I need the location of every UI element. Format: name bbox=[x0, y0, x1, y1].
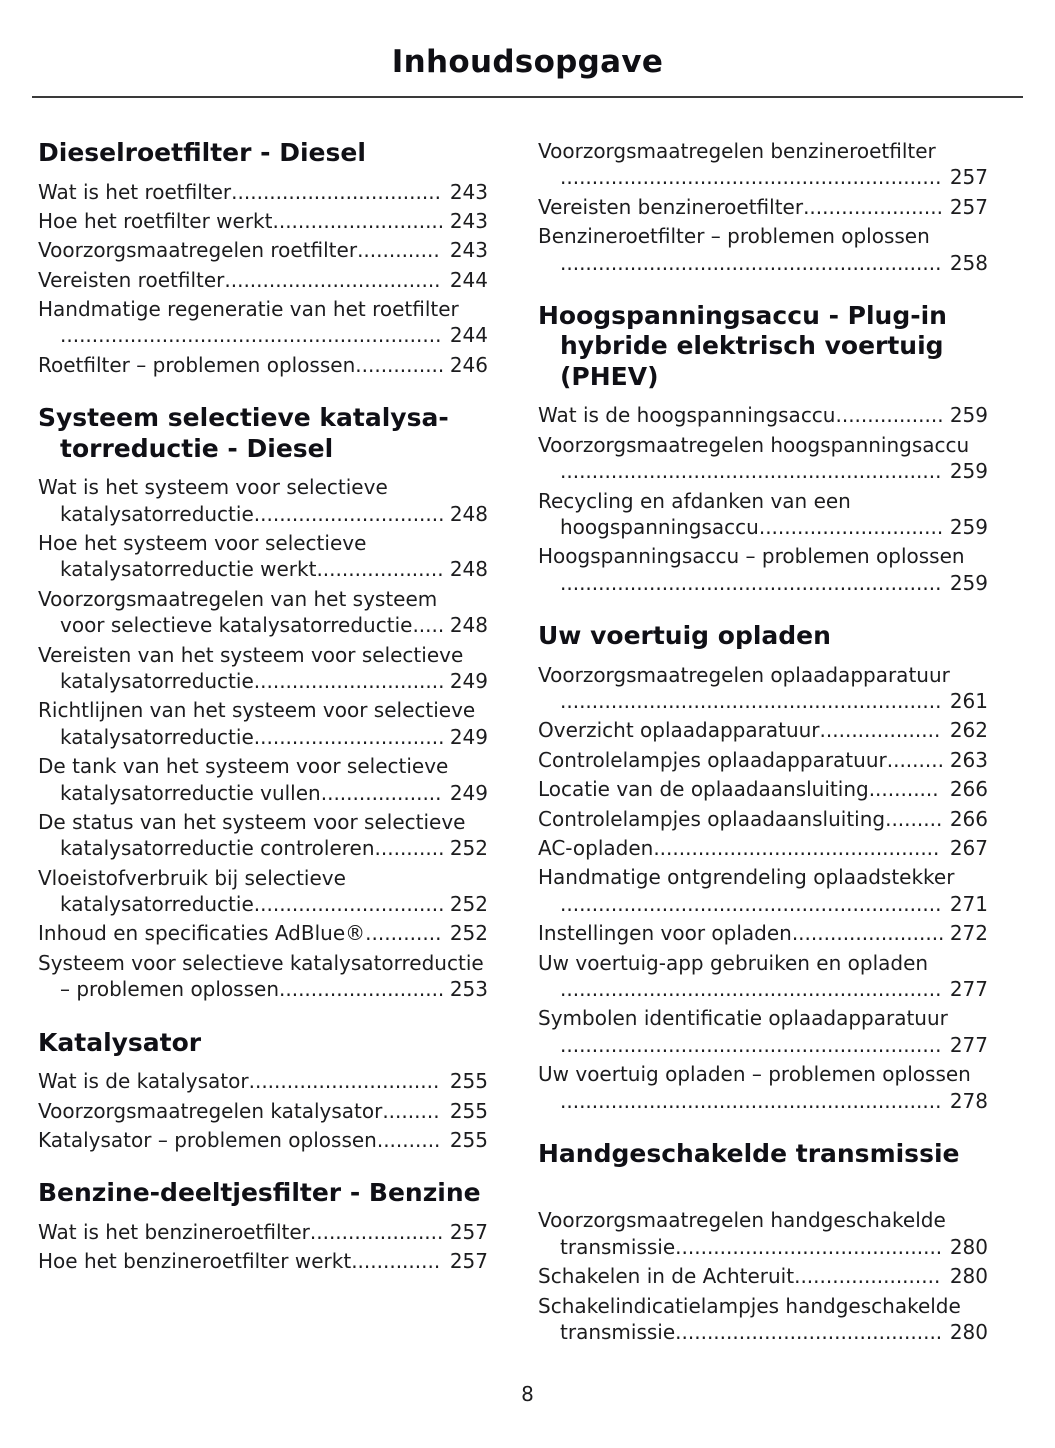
toc-entry-label: Symbolen identificatie oplaadapparatuur bbox=[538, 1006, 948, 1031]
toc-entry bbox=[38, 586, 488, 639]
page-header bbox=[0, 0, 1055, 80]
toc-entry-page: 277 bbox=[947, 1032, 988, 1058]
leader-dots: ............................. bbox=[758, 515, 944, 540]
toc-entry-page: 266 bbox=[947, 806, 988, 832]
toc-entry-label: Vloeistofverbruik bij selectieve katalysatorreductie bbox=[38, 865, 346, 917]
toc-entry-page: 280 bbox=[947, 1234, 988, 1260]
toc-entry-label: Wat is het systeem voor selectieve katalysatorreductie bbox=[38, 475, 388, 526]
toc-entry bbox=[38, 950, 488, 1003]
toc-entry-page: 280 bbox=[947, 1319, 988, 1345]
toc-entry bbox=[38, 474, 488, 527]
toc-entry bbox=[538, 223, 988, 276]
leader-dots: ......... bbox=[886, 747, 944, 772]
toc-entry bbox=[38, 1098, 488, 1124]
leader-dots: .................................. bbox=[224, 267, 441, 292]
leader-dots: ............................................................ bbox=[560, 976, 942, 1001]
toc-entry-label: Voorzorgsmaatregelen benzineroetfilter bbox=[538, 139, 936, 163]
toc-entry-label: Hoe het systeem voor selectieve katalysatorreductie werkt bbox=[38, 531, 367, 582]
leader-dots: .......... bbox=[376, 1127, 441, 1152]
toc-entry-page: 246 bbox=[447, 352, 488, 378]
toc-entry bbox=[38, 267, 488, 293]
toc-entry-label: Wat is de katalysator bbox=[38, 1069, 249, 1094]
toc-entry-page: 248 bbox=[447, 612, 488, 638]
toc-entry bbox=[38, 1127, 488, 1153]
toc-entry-label: De status van het systeem voor selectieve katalysatorreductie controleren bbox=[38, 809, 466, 861]
toc-entry-label: Handmatige regeneratie van het roetfilter bbox=[38, 297, 459, 322]
leader-dots: ............................................................ bbox=[560, 570, 942, 595]
section-heading: Katalysator bbox=[38, 1027, 202, 1057]
toc-entry bbox=[38, 237, 488, 263]
leader-dots: .......................................... bbox=[675, 1234, 943, 1259]
toc-entry-label: Katalysator – problemen oplossen bbox=[38, 1127, 377, 1152]
toc-entry bbox=[538, 950, 988, 1003]
toc-entry-page: 263 bbox=[947, 747, 988, 773]
toc-entry bbox=[538, 1061, 988, 1114]
toc-entry-page: 243 bbox=[447, 237, 488, 263]
toc-entry-page: 278 bbox=[947, 1088, 988, 1114]
leader-dots: ................... bbox=[819, 718, 941, 743]
toc-entry-page: 257 bbox=[447, 1248, 488, 1274]
toc-entry-page: 255 bbox=[447, 1098, 488, 1124]
toc-entry bbox=[38, 530, 488, 583]
toc-entry bbox=[38, 1068, 488, 1094]
toc-entry-label: Voorzorgsmaatregelen katalysator bbox=[38, 1098, 383, 1123]
toc-entry-page: 258 bbox=[947, 250, 988, 276]
toc-entry-label: Recycling en afdanken van een hoogspanningsaccu bbox=[538, 488, 851, 540]
toc-entry-label: Instellingen voor opladen bbox=[538, 921, 792, 946]
toc-entry-label: Benzineroetfilter – problemen oplossen bbox=[538, 224, 930, 249]
section-heading: Hoogspanningsaccu - Plug-in hybride elektrisch voertuig (PHEV) bbox=[538, 300, 947, 391]
toc-columns bbox=[0, 98, 1055, 1348]
toc-entry bbox=[538, 432, 988, 485]
toc-entry-label: Vereisten van het systeem voor selectieve katalysatorreductie bbox=[38, 642, 464, 693]
leader-dots: ............................................................ bbox=[60, 323, 442, 348]
leader-dots: .............. bbox=[355, 352, 445, 377]
toc-section bbox=[38, 403, 488, 1002]
toc-entry-label: Hoe het benzineroetfilter werkt bbox=[38, 1249, 352, 1274]
toc-entry-page: 259 bbox=[947, 458, 988, 484]
toc-entry-page: 248 bbox=[447, 501, 488, 527]
leader-dots: .............................. bbox=[248, 1069, 440, 1094]
toc-entry-page: 249 bbox=[447, 668, 488, 694]
toc-entry-page: 257 bbox=[947, 194, 988, 220]
toc-entry bbox=[538, 194, 988, 220]
toc-entry-label: Richtlijnen van het systeem voor selectieve katalysatorreductie bbox=[38, 698, 476, 749]
leader-dots: ............................................................ bbox=[560, 1032, 942, 1057]
toc-entry-page: 244 bbox=[447, 322, 488, 348]
leader-dots: ............................................. bbox=[653, 836, 940, 861]
toc-entry-page: 261 bbox=[947, 688, 988, 714]
toc-entry-label: Uw voertuig-app gebruiken en opladen bbox=[538, 950, 929, 975]
toc-column-left bbox=[38, 138, 488, 1348]
leader-dots: ............. bbox=[357, 238, 440, 263]
toc-entry-page: 277 bbox=[947, 976, 988, 1002]
toc-entry bbox=[538, 1005, 988, 1058]
toc-entry bbox=[538, 543, 988, 596]
leader-dots: ............................................................ bbox=[560, 891, 942, 916]
toc-entry-page: 272 bbox=[947, 920, 988, 946]
toc-entry-label: Inhoud en specificaties AdBlue® bbox=[38, 921, 366, 946]
leader-dots: ........... bbox=[868, 777, 939, 802]
toc-entry-label: Roetfilter – problemen oplossen bbox=[38, 352, 356, 377]
toc-entry bbox=[38, 179, 488, 205]
toc-entry-page: 259 bbox=[947, 570, 988, 596]
leader-dots: ..... bbox=[412, 613, 445, 638]
toc-entry-label: Schakelindicatielampjes handgeschakelde transmissie bbox=[538, 1293, 961, 1344]
toc-entry-label: Vereisten roetfilter bbox=[38, 267, 225, 292]
toc-entry-page: 252 bbox=[447, 920, 488, 946]
toc-entry bbox=[538, 138, 988, 191]
page-number: 8 bbox=[521, 1382, 534, 1406]
leader-dots: .............................. bbox=[253, 892, 445, 917]
toc-entry-page: 244 bbox=[447, 267, 488, 293]
toc-entry-page: 249 bbox=[447, 780, 488, 806]
toc-entry bbox=[538, 717, 988, 743]
toc-entry bbox=[538, 1207, 988, 1260]
toc-entry-page: 252 bbox=[447, 835, 488, 861]
leader-dots: ............................................................ bbox=[560, 1088, 942, 1113]
leader-dots: ........... bbox=[374, 836, 445, 861]
leader-dots: ......... bbox=[885, 806, 943, 831]
toc-entry bbox=[538, 402, 988, 428]
leader-dots: ..................... bbox=[309, 1219, 444, 1244]
toc-entry-page: 252 bbox=[447, 891, 488, 917]
toc-entry-label: De tank van het systeem voor selectieve katalysatorreductie vullen bbox=[38, 754, 449, 805]
leader-dots: ............ bbox=[365, 921, 442, 946]
toc-entry-page: 259 bbox=[947, 402, 988, 428]
toc-section bbox=[538, 1139, 988, 1345]
toc-entry bbox=[38, 208, 488, 234]
toc-entry-page: 248 bbox=[447, 556, 488, 582]
leader-dots: .............................. bbox=[253, 724, 445, 749]
toc-entry-page: 243 bbox=[447, 208, 488, 234]
leader-dots: ............................................................ bbox=[560, 459, 942, 484]
toc-entry-label: Voorzorgsmaatregelen oplaadapparatuur bbox=[538, 662, 950, 687]
toc-entry-page: 255 bbox=[447, 1068, 488, 1094]
toc-entry-page: 266 bbox=[947, 776, 988, 802]
leader-dots: ........................ bbox=[791, 921, 945, 946]
leader-dots: ........................... bbox=[272, 208, 445, 233]
leader-dots: ......... bbox=[382, 1098, 440, 1123]
toc-entry-page: 257 bbox=[947, 164, 988, 190]
leader-dots: ....................... bbox=[794, 1264, 941, 1289]
leader-dots: ................... bbox=[320, 780, 442, 805]
leader-dots: .............. bbox=[351, 1249, 441, 1274]
toc-entry bbox=[38, 1219, 488, 1245]
section-heading: Dieselroetfilter - Diesel bbox=[38, 138, 366, 167]
toc-entry bbox=[38, 352, 488, 378]
toc-entry-label: Voorzorgsmaatregelen van het systeem voor selectieve katalysatorreductie bbox=[38, 586, 438, 638]
toc-section bbox=[538, 621, 988, 1114]
toc-entry bbox=[38, 753, 488, 806]
toc-entry-label: Controlelampjes oplaadapparatuur bbox=[538, 747, 887, 772]
toc-entry-label: AC-opladen bbox=[538, 836, 654, 861]
toc-entry-label: Voorzorgsmaatregelen hoogspanningsaccu bbox=[538, 432, 970, 457]
toc-entry bbox=[538, 864, 988, 917]
leader-dots: .................... bbox=[316, 557, 444, 582]
toc-entry-label: Voorzorgsmaatregelen handgeschakelde transmissie bbox=[538, 1208, 946, 1259]
toc-entry-page: 271 bbox=[947, 891, 988, 917]
toc-entry-page: 249 bbox=[447, 724, 488, 750]
section-heading: Uw voertuig opladen bbox=[538, 621, 831, 651]
toc-entry-page: 259 bbox=[947, 514, 988, 540]
toc-entry-label: Locatie van de oplaadaansluiting bbox=[538, 777, 869, 802]
toc-entry bbox=[38, 920, 488, 946]
toc-entry-page: 280 bbox=[947, 1263, 988, 1289]
toc-entry-label: Overzicht oplaadapparatuur bbox=[538, 718, 820, 743]
toc-entry bbox=[538, 806, 988, 832]
page-title: Inhoudsopgave bbox=[391, 44, 664, 80]
toc-entry-page: 257 bbox=[447, 1219, 488, 1245]
toc-section bbox=[538, 301, 988, 596]
toc-entry-label: Hoogspanningsaccu – problemen oplossen bbox=[538, 544, 965, 569]
toc-entry-page: 267 bbox=[947, 835, 988, 861]
leader-dots: .......................................... bbox=[675, 1320, 943, 1344]
toc-entry bbox=[538, 662, 988, 715]
toc-entry bbox=[538, 835, 988, 861]
leader-dots: .............................. bbox=[253, 501, 445, 526]
section-heading: Benzine-deeltjesfilter - Benzine bbox=[38, 1178, 481, 1208]
leader-dots: ............................................................ bbox=[560, 689, 942, 714]
toc-section bbox=[38, 138, 488, 378]
toc-entry bbox=[38, 809, 488, 862]
toc-entry bbox=[538, 776, 988, 802]
toc-entry-label: Schakelen in de Achteruit bbox=[538, 1264, 795, 1289]
toc-entry bbox=[38, 865, 488, 918]
toc-entry-label: Hoe het roetfilter werkt bbox=[38, 208, 273, 233]
leader-dots: ............................................................ bbox=[560, 250, 942, 275]
toc-entry-page: 253 bbox=[447, 976, 488, 1002]
toc-entry-page: 262 bbox=[947, 717, 988, 743]
toc-entry-label: Controlelampjes oplaadaansluiting bbox=[538, 806, 886, 831]
toc-entry bbox=[538, 488, 988, 541]
toc-section bbox=[38, 1028, 488, 1154]
leader-dots: ................................. bbox=[231, 179, 441, 204]
toc-section bbox=[38, 1178, 488, 1274]
toc-entry-page: 255 bbox=[447, 1127, 488, 1153]
toc-entry bbox=[38, 1248, 488, 1274]
toc-entry-label: Handmatige ontgrendeling oplaadstekker bbox=[538, 865, 955, 890]
toc-entry-page: 243 bbox=[447, 179, 488, 205]
toc-entry bbox=[538, 920, 988, 946]
leader-dots: .............................. bbox=[253, 668, 445, 693]
toc-entry-label: Vereisten benzineroetfilter bbox=[538, 194, 804, 219]
toc-entry bbox=[538, 1263, 988, 1289]
section-heading: Systeem selectieve katalysatorreductie - Diesel bbox=[38, 403, 449, 463]
toc-column-right bbox=[538, 138, 988, 1348]
toc-entry bbox=[538, 1293, 988, 1346]
toc-entry bbox=[38, 296, 488, 349]
toc-entry bbox=[38, 642, 488, 695]
toc-entry-label: Wat is de hoogspanningsaccu bbox=[538, 403, 836, 428]
leader-dots: ............................................................ bbox=[560, 165, 942, 190]
toc-section bbox=[538, 138, 988, 276]
toc-entry-label: Voorzorgsmaatregelen roetfilter bbox=[38, 238, 358, 263]
toc-entry bbox=[538, 747, 988, 773]
leader-dots: ...................... bbox=[803, 194, 943, 219]
leader-dots: ................. bbox=[835, 403, 944, 428]
toc-entry bbox=[38, 697, 488, 750]
toc-entry-label: Wat is het roetfilter bbox=[38, 179, 232, 204]
toc-entry-label: Wat is het benzineroetfilter bbox=[38, 1219, 310, 1244]
section-heading: Handgeschakelde transmissie bbox=[538, 1138, 960, 1168]
toc-entry-label: Systeem voor selectieve katalysatorreductie – problemen oplossen bbox=[38, 950, 484, 1002]
leader-dots: .......................... bbox=[279, 977, 445, 1002]
toc-entry-label: Uw voertuig opladen – problemen oplossen bbox=[538, 1062, 971, 1087]
